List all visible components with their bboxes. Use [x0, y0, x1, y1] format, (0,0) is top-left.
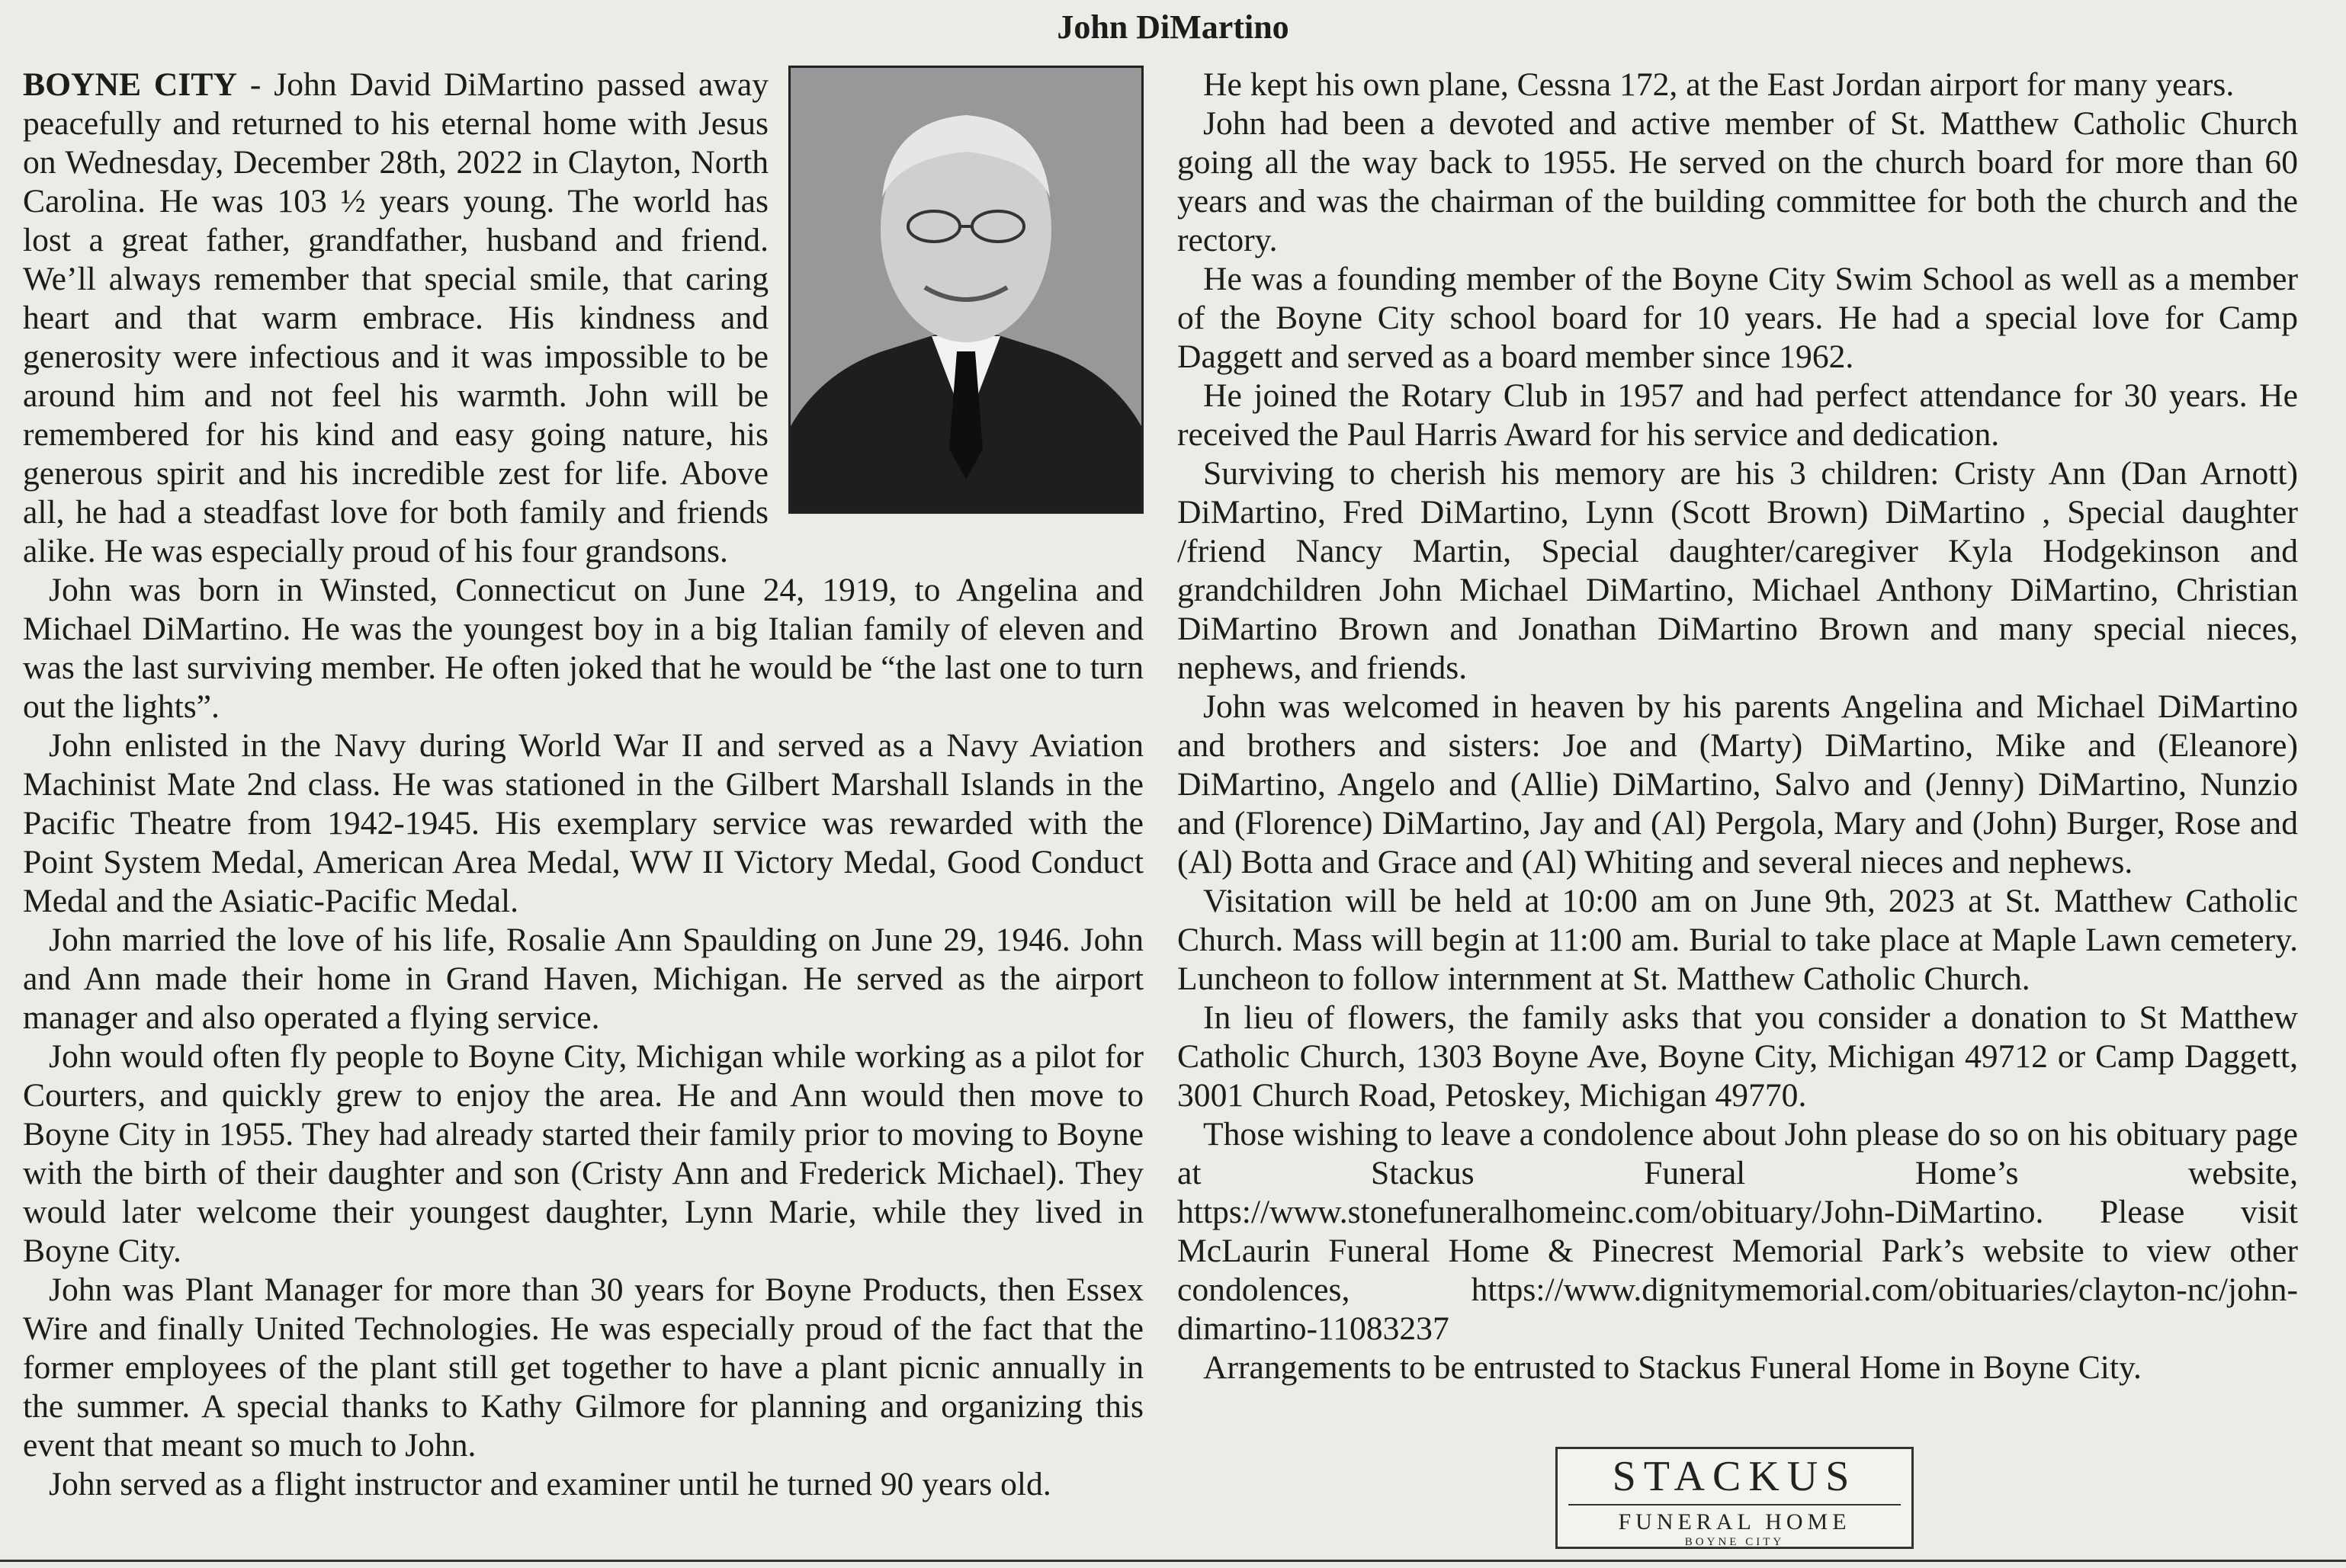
paragraph: John was born in Winsted, Connecticut on June 24, 1919, to Angelina and Michael DiMartino. He was the youngest boy in a big Italian family of eleven and was the last surviving member. He often joked that he would be “the last one to turn out the lights”. [23, 572, 1144, 725]
paragraph: John was welcomed in heaven by his parents Angelina and Michael DiMartino and brothers and sisters: Joe and (Marty) DiMartino, Mike and (Eleanore) DiMartino, Angelo and (Allie) DiMartino, Salvo and (Jenny) DiMartino, Nunzio and (Florence) DiMartino, Jay and (Al) Pergola, Mary and (John) Burger, Rose and (Al) Botta and Grace and (Al) Whiting and several nieces and nephews. [1177, 688, 2298, 880]
logo-name: STACKUS [1612, 1453, 1857, 1500]
paragraph: John enlisted in the Navy during World War II and served as a Navy Aviation Machinist Mate 2nd class. He was stationed in the Gilbert Marshall Islands in the Pacific Theatre from 1942-1945. His exemplary service was rewarded with the Point System Medal, American Area Medal, WW II Victory Medal, Good Conduct Medal and the Asiatic-Pacific Medal. [23, 727, 1144, 919]
paragraph-text: - John David DiMartino passed away peacefully and returned to his eternal home with Jesus on Wednesday, December 28th, 2022 in Clayton, North Carolina. He was 103 ½ years young. The world has lost a great father, grandfather, husband and friend. We’ll always remember that special smile, that caring heart and that warm embrace. His kindness and generosity were infectious and it was impossible to be around him and not feel his warmth. John will be remembered for his kind and easy going nature, his generous spirit and his incredible zest for life. Above all, he had a steadfast love for both family and friends alike. He was especially proud of his four grandsons. [23, 66, 769, 569]
funeral-home-logo [1555, 1447, 1914, 1549]
logo-divider [1568, 1504, 1901, 1505]
paragraph: Visitation will be held at 10:00 am on June 9th, 2023 at St. Matthew Catholic Church. Mass will begin at 11:00 am. Burial to take place at Maple Lawn cemetery. Luncheon to follow internment at St. Matthew Catholic Church. [1177, 883, 2298, 997]
paragraph: Arrangements to be entrusted to Stackus Funeral Home in Boyne City. [1203, 1349, 2142, 1386]
logo-city: BOYNE CITY [1684, 1536, 1785, 1548]
paragraph: He joined the Rotary Club in 1957 and had perfect attendance for 30 years. He received the Paul Harris Award for his service and dedication. [1177, 377, 2298, 453]
paragraph: He kept his own plane, Cessna 172, at the East Jordan airport for many years. [1203, 66, 2235, 103]
paragraph: In lieu of flowers, the family asks that you consider a donation to St Matthew Catholic Church, 1303 Boyne Ave, Boyne City, Michigan 49712 or Camp Daggett, 3001 Church Road, Petoskey, Michigan 49770. [1177, 999, 2298, 1114]
paragraph: He was a founding member of the Boyne City Swim School as well as a member of the Boyne City school board for 10 years. He had a special love for Camp Daggett and served as a board member since 1962. [1177, 261, 2298, 375]
bottom-divider [0, 1560, 2346, 1562]
paragraph: Those wishing to leave a condolence about John please do so on his obituary page at Stackus Funeral Home’s website, https://www.stonefuneralhomeinc.com/obituary/John-DiMartino. Please visit McLaurin Funeral Home & Pinecrest Memorial Park’s website to view other condolences, https://www.dignitymemorial.com/obituaries/clayton-nc/john-dimartino-11083237 [1177, 1116, 2298, 1347]
paragraph: John was Plant Manager for more than 30 years for Boyne Products, then Essex Wire and finally United Technologies. He was especially proud of the fact that the former employees of the plant still get together to have a plant picnic annually in the summer. A special thanks to Kathy Gilmore for planning and organizing this event that meant so much to John. [23, 1271, 1144, 1464]
paragraph: John would often fly people to Boyne City, Michigan while working as a pilot for Courters, and quickly grew to enjoy the area. He and Ann would then move to Boyne City in 1955. They had already started their family prior to moving to Boyne with the birth of their daughter and son (Cristy Ann and Frederick Michael). They would later welcome their youngest daughter, Lynn Marie, while they lived in Boyne City. [23, 1038, 1144, 1269]
logo-subtitle: FUNERAL HOME [1618, 1509, 1851, 1534]
portrait-photo-icon [788, 66, 1144, 514]
paragraph: Surviving to cherish his memory are his 3 children: Cristy Ann (Dan Arnott) DiMartino, Fred DiMartino, Lynn (Scott Brown) DiMartino , Special daughter /friend Nancy Martin, Special daughter/caregiver Kyla Hodgekinson and grandchildren John Michael DiMartino, Michael Anthony DiMartino, Christian DiMartino Brown and Jonathan DiMartino Brown and many special nieces, nephews, and friends. [1177, 455, 2298, 686]
paragraph: John served as a flight instructor and examiner until he turned 90 years old. [49, 1466, 1051, 1502]
paragraph: John married the love of his life, Rosalie Ann Spaulding on June 29, 1946. John and Ann made their home in Grand Haven, Michigan. He served as the airport manager and also operated a flying service. [23, 922, 1144, 1036]
left-column [23, 66, 1144, 1504]
dateline: BOYNE CITY [23, 66, 237, 103]
paragraph: John had been a devoted and active member of St. Matthew Catholic Church going all the way back to 1955. He served on the church board for more than 60 years and was the chairman of the building committee for both the church and the rectory. [1177, 105, 2298, 258]
obituary-title: John DiMartino [1057, 8, 1289, 46]
right-column [1177, 66, 2298, 1387]
